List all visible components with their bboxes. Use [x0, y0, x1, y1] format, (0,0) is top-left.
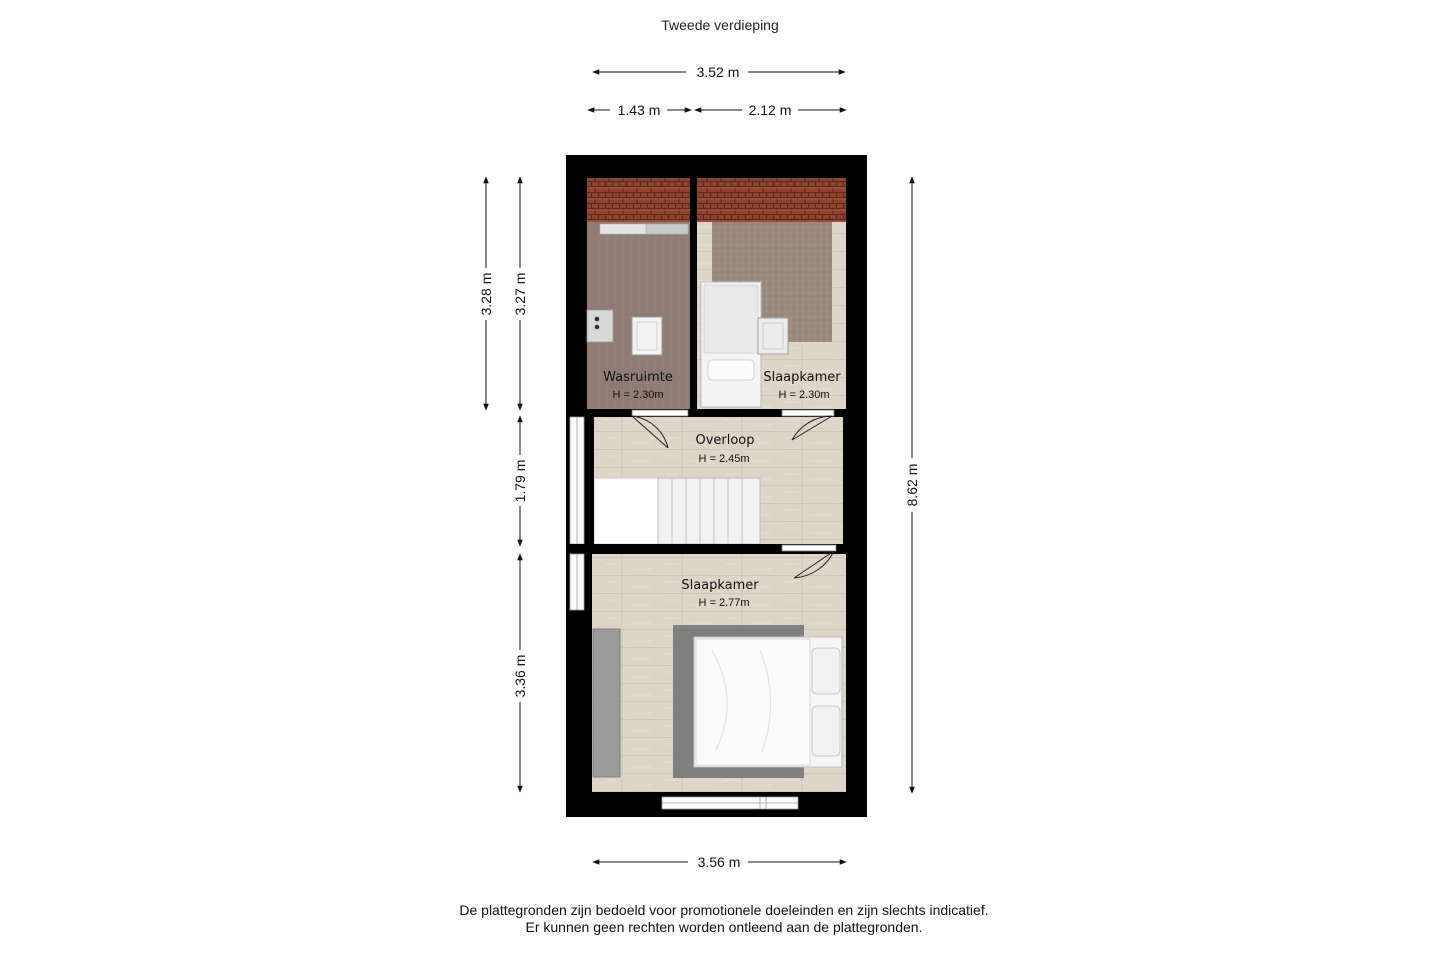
stairs-icon: [658, 478, 760, 544]
floor-title: Tweede verdieping: [661, 17, 779, 33]
dimension-right-total: 8.62 m: [904, 463, 920, 507]
room-height-wasruimte: H = 2.30m: [612, 389, 664, 401]
pillow-icon: [812, 648, 840, 694]
disclaimer-line-2: Er kunnen geen rechten worden ontleend aan de plattegronden.: [525, 919, 923, 935]
dimension-top-right: 2.12 m: [748, 102, 792, 118]
wardrobe: [593, 629, 620, 777]
dimension-top-total: 3.52 m: [696, 64, 740, 80]
roof-tiles: [587, 178, 846, 222]
room-height-overloop: H = 2.45m: [698, 453, 750, 465]
room-name-overloop: Overloop: [695, 433, 755, 448]
disclaimer: [0, 902, 1440, 936]
laundry-basket: [632, 317, 662, 355]
dimension-top-left: 1.43 m: [617, 102, 661, 118]
stair-opening: [594, 478, 658, 544]
washing-machine-icon: [587, 310, 613, 342]
room-height-slaapkamer-large: H = 2.77m: [698, 597, 750, 609]
room-height-slaapkamer-small: H = 2.30m: [778, 389, 830, 401]
dimension-left-upper: 3.27 m: [512, 272, 528, 316]
dimension-left-middle: 1.79 m: [512, 459, 528, 503]
bed-icon: [694, 637, 842, 767]
pillow-icon: [708, 360, 754, 380]
room-name-wasruimte: Wasruimte: [603, 370, 673, 385]
dimension-left-lower: 3.36 m: [512, 654, 528, 698]
interior-wall: [690, 178, 697, 410]
room-name-slaapkamer-large: Slaapkamer: [681, 578, 759, 593]
dimension-bottom-total: 3.56 m: [697, 854, 741, 870]
laundry-sink: [646, 224, 688, 234]
washing-machine-knob-icon: [595, 317, 600, 322]
disclaimer-line-1: De plattegronden zijn bedoeld voor promotionele doeleinden en zijn slechts indicatief.: [459, 902, 989, 918]
pillow-icon: [812, 706, 840, 756]
dimension-left-outer: 3.28 m: [478, 272, 494, 316]
room-name-slaapkamer-small: Slaapkamer: [763, 370, 841, 385]
washing-machine-knob-icon: [595, 325, 600, 330]
